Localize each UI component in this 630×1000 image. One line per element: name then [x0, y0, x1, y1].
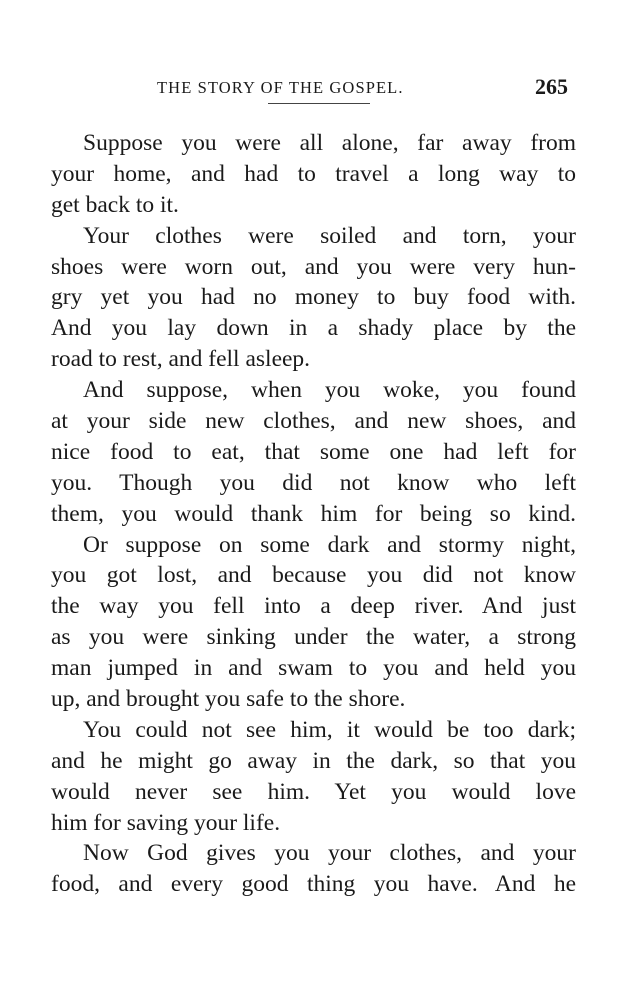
header-rule	[268, 103, 370, 104]
text-line: Now God gives you your clothes, and your	[83, 840, 576, 867]
text-line: food, and every good thing you have. And he	[51, 871, 576, 898]
text-line: at your side new clothes, and new shoes, and	[51, 408, 576, 435]
text-line: And suppose, when you woke, you found	[83, 377, 576, 404]
text-line: Suppose you were all alone, far away from	[83, 130, 576, 156]
page-number: 265	[535, 74, 568, 99]
text-line: them, you would thank him for being so kind.	[51, 500, 576, 527]
text-line: shoes were worn out, and you were very hun-	[51, 253, 576, 280]
text-line: get back to it.	[51, 191, 179, 218]
running-title: THE STORY OF THE GOSPEL.	[157, 78, 404, 97]
text-line: and he might go away in the dark, so that you	[51, 747, 576, 774]
text-line: nice food to eat, that some one had left for	[51, 438, 576, 465]
text-line: Your clothes were soiled and torn, your	[83, 222, 576, 249]
text-line: him for saving your life.	[51, 809, 281, 836]
text-line: would never see him. Yet you would love	[51, 778, 576, 805]
text-line: road to rest, and fell asleep.	[51, 346, 311, 373]
text-line: man jumped in and swam to you and held you	[51, 655, 576, 682]
text-line: Or suppose on some dark and stormy night,	[83, 531, 576, 558]
text-line: your home, and had to travel a long way to	[51, 160, 576, 187]
running-header	[0, 74, 630, 104]
text-line: you. Though you did not know who left	[51, 469, 576, 496]
text-line: And you lay down in a shady place by the	[51, 315, 576, 342]
text-line: up, and brought you safe to the shore.	[51, 686, 406, 713]
text-line: You could not see him, it would be too dark;	[83, 716, 576, 743]
text-line: gry yet you had no money to buy food with.	[51, 284, 576, 311]
text-line: you got lost, and because you did not know	[51, 562, 576, 589]
text-line: as you were sinking under the water, a strong	[51, 624, 576, 651]
text-line: the way you fell into a deep river. And just	[51, 593, 576, 620]
body-text	[51, 128, 576, 900]
